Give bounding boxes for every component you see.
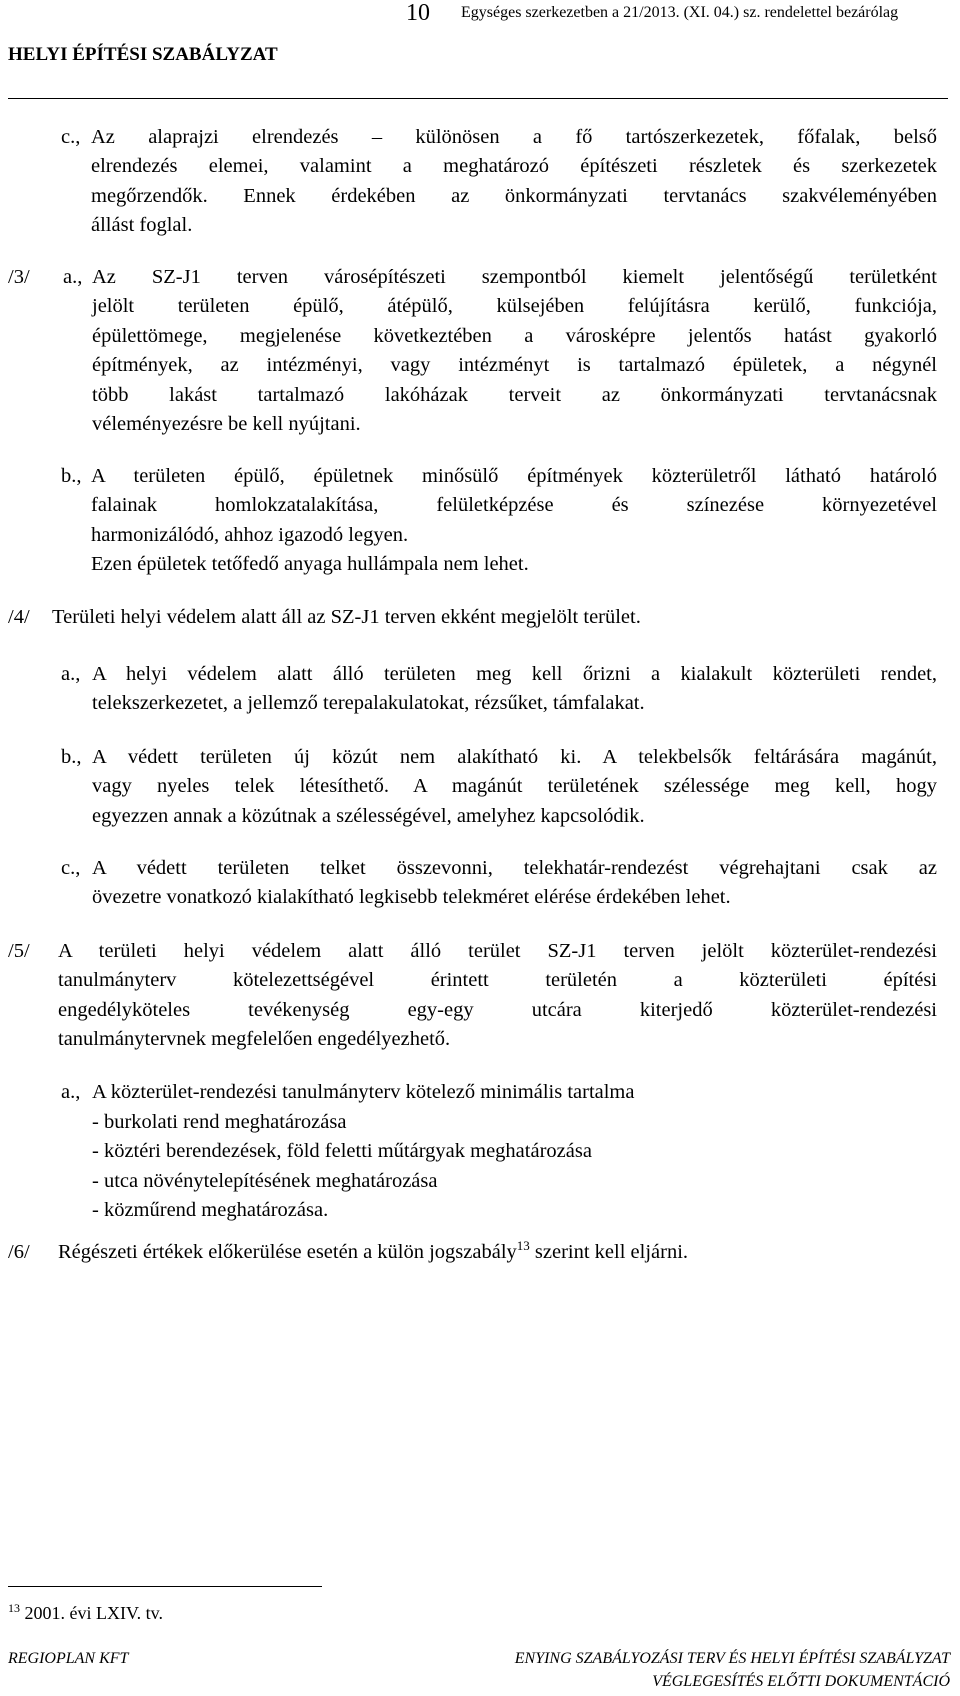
text-line: A helyi védelem alatt álló területen meg kell őrizni a kialakult közterületi rendet,: [92, 663, 937, 685]
text-line: elrendezés elemei, valamint a meghatározó építészeti részletek és szerkezetek: [91, 155, 937, 178]
text-line: övezetre vonatkozó kialakítható legkisebb telekméret elérése érdekében lehet.: [92, 886, 731, 909]
text-line: harmonizálódó, ahhoz igazodó legyen.: [91, 523, 409, 546]
footnote-rule: [8, 1586, 322, 1587]
text-line: A területen épülő, épületnek minősülő építmények közterületről látható határoló: [91, 465, 937, 487]
text-line: jelölt területen épülő, átépülő, külsejében felújításra kerülő, funkciója,: [92, 295, 937, 318]
content-list: [92, 1108, 592, 1226]
item-label: a.,: [61, 1081, 81, 1103]
paragraph-6: [58, 1238, 688, 1267]
text-line: egyezzen annak a közútnak a szélességével, amelyhez kapcsolódik.: [92, 804, 645, 827]
footer-company: REGIOPLAN KFT: [8, 1650, 129, 1667]
paragraph-4b: [92, 743, 937, 831]
paragraph-4c: [92, 854, 937, 913]
list-item: - utca növénytelepítésének meghatározása: [92, 1169, 438, 1192]
text-line: véleményezésre be kell nyújtani.: [92, 413, 361, 436]
text-line: A védett területen telket összevonni, telekhatár-rendezést végrehajtani csak az: [92, 857, 937, 879]
document-header-title: HELYI ÉPÍTÉSI SZABÁLYZAT: [8, 44, 278, 65]
paragraph-4a: [92, 660, 937, 719]
text-line: Az SZ-J1 terven városépítészeti szempontból kiemelt jelentőségű területként: [92, 266, 937, 288]
page-number: 10: [406, 0, 430, 26]
text-line: épülettömege, megjelenése következtében a városképre jelentős hatást gyakorló: [92, 324, 937, 347]
footnote-number: 13: [8, 1601, 20, 1615]
item-label: c.,: [61, 857, 81, 879]
text-line: Az alaprajzi elrendezés – különösen a fő tartószerkezetek, főfalak, belső: [91, 126, 937, 148]
footer-document-status: VÉGLEGESÍTÉS ELŐTTI DOKUMENTÁCIÓ: [652, 1673, 950, 1690]
paragraph-6-text: Régészeti értékek előkerülése esetén a külön jogszabály: [58, 1241, 517, 1263]
paragraph-c-top: [91, 123, 937, 241]
text-line: tanulmánytervnek megfelelően engedélyezhető.: [58, 1028, 451, 1051]
footnote-reference: 13: [516, 1238, 530, 1254]
text-line: vagy nyeles telek létesíthető. A magánút területének szélessége meg kell, hogy: [92, 775, 937, 798]
footer-document-title: ENYING SZABÁLYOZÁSI TERV ÉS HELYI ÉPÍTÉSI SZABÁLYZAT: [514, 1650, 950, 1667]
text-line: Ezen épületek tetőfedő anyaga hullámpala nem lehet.: [91, 553, 529, 576]
footnote-text: 2001. évi LXIV. tv.: [24, 1603, 163, 1623]
paragraph-5: [58, 937, 937, 1055]
section-number: /5/: [8, 940, 30, 962]
section-number: /6/: [8, 1241, 30, 1263]
item-label: a.,: [63, 266, 83, 288]
list-item: - közműrend meghatározása.: [92, 1199, 329, 1222]
text-line: több lakást tartalmazó lakóházak terveit az önkormányzati tervtanácsnak: [92, 383, 937, 406]
text-line: A védett területen új közút nem alakítható ki. A telekbelsők feltárására magánút,: [92, 746, 937, 768]
paragraph-6-text-end: szerint kell eljárni.: [534, 1241, 689, 1263]
text-line: telekszerkezetet, a jellemző terepalakulatokat, rézsűket, támfalakat.: [92, 692, 645, 715]
text-line: építmények, az intézményi, vagy intézményt is tartalmazó épületek, a négynél: [92, 354, 937, 377]
section-number: /4/: [8, 606, 30, 628]
paragraph-3a: [92, 263, 937, 439]
paragraph-4: Területi helyi védelem alatt áll az SZ-J1 terven ekként megjelölt terület.: [52, 606, 641, 628]
consolidated-version-note: Egységes szerkezetben a 21/2013. (XI. 04.) sz. rendelettel bezárólag: [461, 4, 899, 21]
text-line: engedélyköteles tevékenység egy-egy utcára kiterjedő közterület-rendezési: [58, 998, 937, 1021]
paragraph-5a: A közterület-rendezési tanulmányterv kötelező minimális tartalma: [92, 1081, 635, 1103]
item-label: b.,: [61, 465, 82, 487]
list-item: - burkolati rend meghatározása: [92, 1111, 347, 1133]
section-number: /3/: [8, 266, 30, 288]
text-line: falainak homlokzatalakítása, felületképzése és színezése környezetével: [91, 494, 937, 517]
text-line: állást foglal.: [91, 214, 193, 237]
text-line: megőrzendők. Ennek érdekében az önkormányzati tervtanács szakvéleményében: [91, 184, 937, 207]
text-line: tanulmányterv kötelezettségével érintett területén a közterületi építési: [58, 969, 937, 992]
paragraph-3b: [91, 462, 937, 580]
footnote: [8, 1603, 163, 1624]
text-line: A területi helyi védelem alatt álló terület SZ-J1 terven jelölt közterület-rendezési: [58, 940, 937, 962]
item-label: c.,: [61, 126, 81, 148]
list-item: - köztéri berendezések, föld feletti műtárgyak meghatározása: [92, 1140, 592, 1163]
item-label: a.,: [61, 663, 81, 685]
header-rule: [8, 98, 948, 99]
item-label: b.,: [61, 746, 82, 768]
